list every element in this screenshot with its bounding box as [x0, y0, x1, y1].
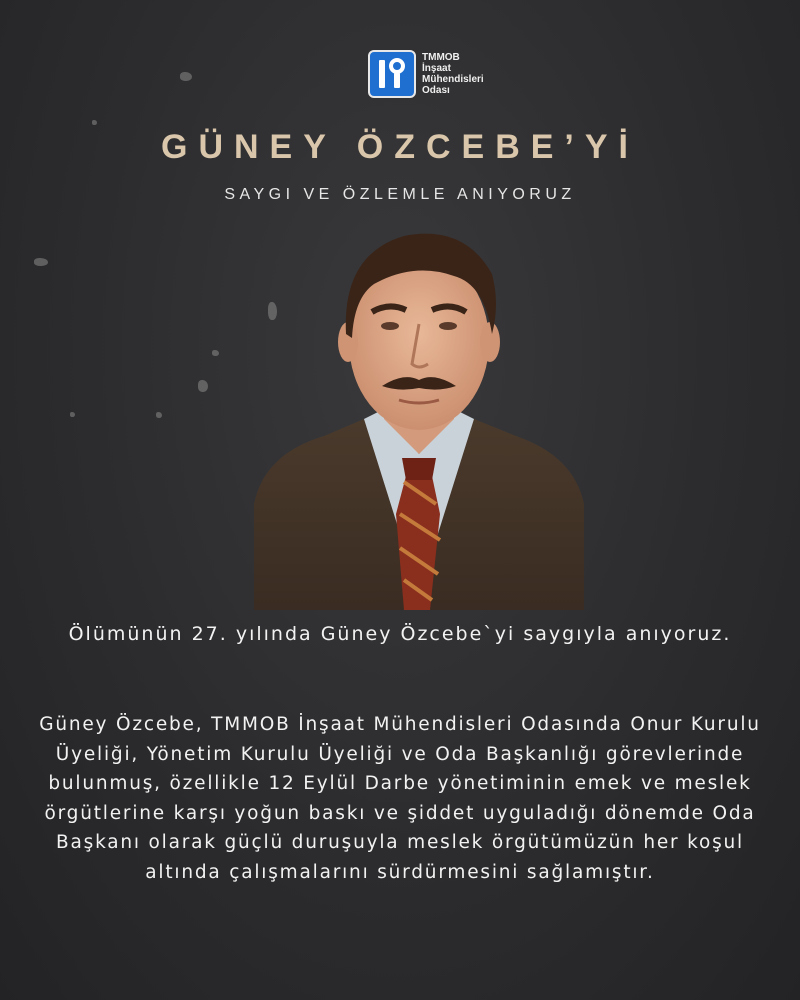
logo-line: TMMOB: [422, 52, 460, 63]
intro-text: Ölümünün 27. yılında Güney Özcebe`yi saygıyla anıyoruz.: [68, 623, 732, 645]
background-speck: [212, 350, 219, 356]
background-speck: [34, 258, 48, 266]
background-speck: [70, 412, 75, 417]
page-subtitle: SAYGI VE ÖZLEMLE ANIYORUZ: [224, 186, 576, 203]
logo-text: [422, 52, 484, 96]
background-speck: [92, 120, 97, 125]
logo-line: İnşaat: [422, 63, 451, 74]
organization-logo: [368, 50, 484, 98]
portrait-photo: [254, 214, 584, 610]
biography-text: Güney Özcebe, TMMOB İnşaat Mühendisleri Odasında Onur Kurulu Üyeliği, Yönetim Kurulu Üyeliği ve Oda Başkanlığı görevlerinde bulunmuş, özellikle 12 Eylül Darbe yönetiminin emek ve meslek örgütlerine karşı yoğun baskı ve şiddet uyguladığı dönemde Oda Başkanı olarak güçlü duruşuyla meslek örgütümüzün her koşul altında çalışmalarını sürdürmesini sağlamıştır.: [39, 714, 761, 883]
background-speck: [198, 380, 208, 392]
tmmob-logo-icon: [368, 50, 416, 98]
background-speck: [180, 72, 192, 81]
logo-line: Odası: [422, 85, 450, 96]
logo-line: Mühendisleri: [422, 74, 484, 85]
page-title: GÜNEY ÖZCEBE’Yİ: [161, 128, 639, 166]
background-speck: [156, 412, 162, 418]
